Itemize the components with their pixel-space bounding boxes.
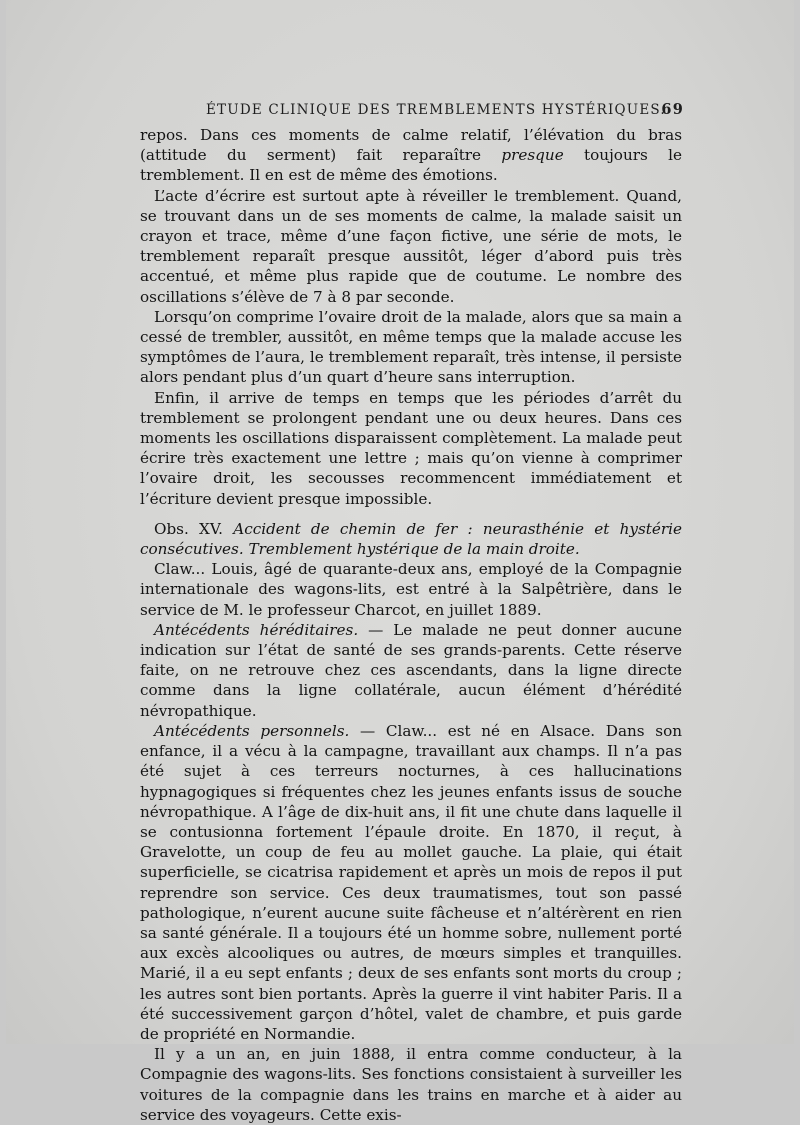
body-text bbox=[140, 125, 682, 1125]
italic-word: presque bbox=[501, 146, 564, 165]
observation-title: Accident de chemin de fer : neurasthénie et hystérie consécutives. Tremblement hystérique de la main droite. bbox=[140, 519, 682, 559]
paragraph-text: — Claw... est né en Alsace. Dans son enfance, il a vécu à la campagne, travaillant aux champs. Il n’a pas été sujet à ces terreurs nocturnes, à ces hallucinations hypnagogiques si fréquentes chez les jeunes enfants issus de souche névropathique. A l’âge de dix-huit ans, il fit une chute dans laquelle il se contusionna fortement l’épaule droite. En 1870, il reçut, à Gravelotte, un coup de feu au mollet gauche. La plaie, qui était superficielle, se cicatrisa rapidement et après un mois de repos il put reprendre son service. Ces deux traumatismes, tout son passé pathologique, n’eurent aucune suite fâcheuse et n’altérèrent en rien sa santé générale. Il a toujours été un homme sobre, nullement porté aux excès alcooliques ou autres, de mœurs simples et tranquilles. Marié, il a eu sept enfants ; deux de ses enfants sont morts du croup ; les autres sont bien portants. Après la guerre il vint habiter Paris. Il a été successivement garçon d’hôtel, valet de chambre, et puis garde de propriété en Normandie. bbox=[140, 721, 682, 1043]
page-number: 69 bbox=[661, 101, 684, 118]
book-page bbox=[6, 0, 794, 1124]
paragraph-text: — Le malade ne peut donner aucune indication sur l’état de santé de ses grands-parents. Cette réserve faite, on ne retrouve chez ces ascendants, dans la ligne directe comme dans la ligne collatérale, aucun élément d’hérédité névropathique. bbox=[140, 620, 682, 720]
section-label: Antécédents héréditaires. bbox=[154, 620, 359, 639]
paragraph-hereditaires bbox=[140, 620, 682, 721]
paragraph-conducteur: Il y a un an, en juin 1888, il entra comme conducteur, à la Compagnie des wagons-lits. Ses fonctions consistaient à surveiller les voitures de la compagnie dans les trains en marche et à aider au service des voyageurs. Cette exis- bbox=[140, 1045, 682, 1124]
running-title: ÉTUDE CLINIQUE DES TREMBLEMENTS HYSTÉRIQUES. bbox=[206, 102, 666, 118]
paragraph-periodes: Enfin, il arrive de temps en temps que les périodes d’arrêt du tremblement se prolongent pendant une ou deux heures. Dans ces moments les oscillations disparaissent complètement. La malade peut écrire très exactement une lettre ; mais qu’on vienne à comprimer l’ovaire droit, les secousses recommencent immédiatement et l’écriture devient presque impossible. bbox=[140, 388, 682, 508]
paragraph-claw: Claw... Louis, âgé de quarante-deux ans, employé de la Compagnie internationale des wagons-lits, est entré à la Salpêtrière, dans le service de M. le professeur Charcot, en juillet 1889. bbox=[140, 560, 682, 619]
page-header bbox=[134, 99, 684, 121]
paragraph-repos bbox=[140, 125, 682, 186]
paragraph-personnels bbox=[140, 721, 682, 1044]
paragraph-ovaire: Lorsqu’on comprime l’ovaire droit de la malade, alors que sa main a cessé de trembler, aussitôt, en même temps que la malade accuse les symptômes de l’aura, le tremblement reparaît, très intense, il persiste alors pendant plus d’un quart d’heure sans interruption. bbox=[140, 307, 682, 387]
paragraph-text: repos. Dans ces moments de calme relatif, l’élévation du bras (attitude du serment) fait reparaître bbox=[140, 126, 682, 165]
section-label: Antécédents personnels. bbox=[154, 721, 350, 740]
paragraph-ecrire: L’acte d’écrire est surtout apte à réveiller le tremblement. Quand, se trouvant dans un de ses moments de calme, la malade saisit un crayon et trace, même d’une façon fictive, une série de mots, le tremblement reparaît presque aussitôt, léger d’abord puis très accentué, et même plus rapide que de coutume. Le nombre des oscillations s’élève de 7 à 8 par seconde. bbox=[140, 186, 682, 306]
observation-label: Obs. XV. bbox=[154, 519, 223, 538]
observation-heading bbox=[140, 519, 682, 559]
paragraph-text: toujours le tremblement. Il en est de même des émotions. bbox=[140, 146, 682, 185]
